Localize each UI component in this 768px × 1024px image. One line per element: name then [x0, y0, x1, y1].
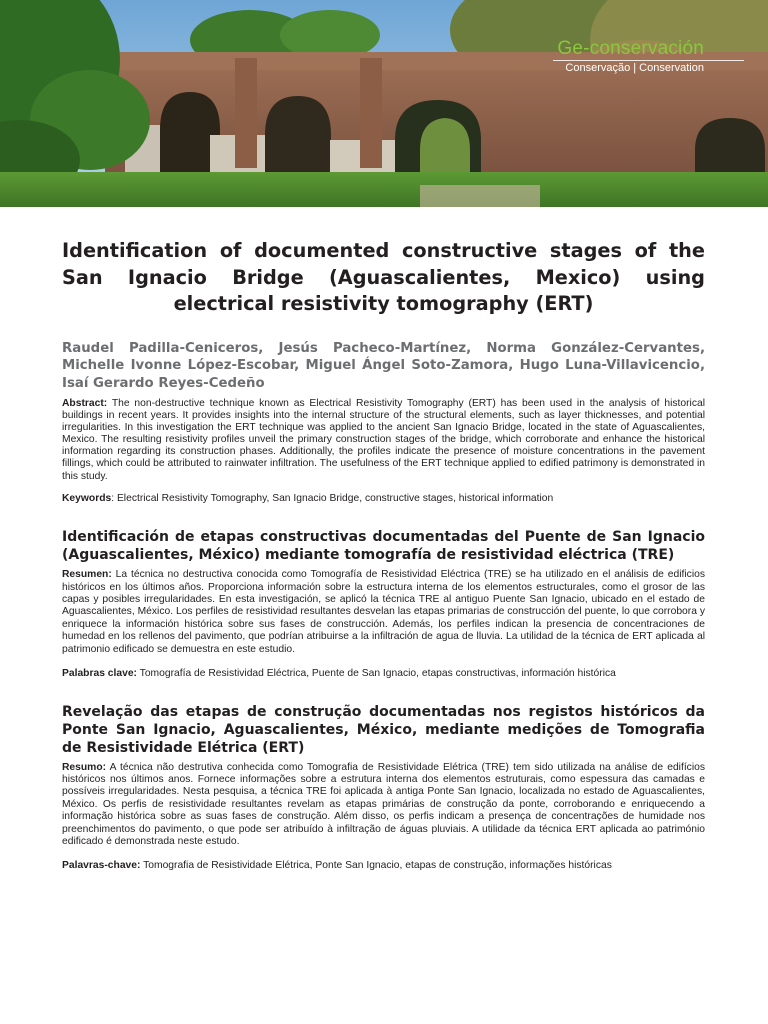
abstract-pt-label: Resumo:	[62, 761, 107, 773]
grass	[0, 172, 768, 207]
keywords-en-text: : Electrical Resistivity Tomography, San Ignacio Bridge, constructive stages, historical information	[111, 492, 554, 504]
title-es: Identificación de etapas constructivas documentadas del Puente de San Ignacio (Aguascalientes, México) mediante tomografía de resistividad eléctrica (TRE)	[62, 529, 705, 564]
article-title: Identification of documented constructive stages of the San Ignacio Bridge (Aguascalientes, Mexico) using electrical resistivity tomography (ERT)	[62, 239, 705, 315]
abstract-es-text: La técnica no destructiva conocida como Tomografía de Resistividad Eléctrica (TRE) se ha utilizado en el análisis de edificios históricos en los últimos años. Proporciona información sobre la estructura interna de los elementos estructurales, como el grosor de las capas y posibles irregularidades. En esta investigación, se aplicó la técnica TRE al antiguo Puente San Ignacio, ubicado en el estado de Aguascalientes, México. Los perfiles de resistividad resultantes desvelan las etapas primarias de construcción del puente, lo que corrobora y enriquece la información histórica sobre sus fases de construcción. Además, los perfiles indican la presencia de concentraciones de humedad en los rellenos del pavimento, que podrían atribuirse a la infiltración de agua de lluvia. La utilidad de la técnica de ERT aplicada al patrimonio edificado se demuestra en este estudio.	[62, 569, 705, 655]
keywords-pt-label: Palavras-chave:	[62, 860, 141, 872]
masthead-rule	[553, 60, 744, 61]
bridge-photo	[0, 0, 768, 207]
title-pt: Revelação das etapas de construção documentadas nos registos históricos da Ponte San Ignacio, Aguascalientes, México, mediante medições de Tomografia de Resistividade Elétrica (ERT)	[62, 703, 705, 756]
keywords-es-text: Tomografía de Resistividad Eléctrica, Puente de San Ignacio, etapas constructivas, información histórica	[137, 668, 616, 679]
keywords-pt-text: Tomografia de Resistividade Elétrica, Ponte San Ignacio, etapas de construção, informações históricas	[140, 860, 612, 872]
keywords-es	[62, 668, 705, 681]
journal-masthead	[557, 38, 704, 75]
abstract-en-text: The non-destructive technique known as Electrical Resistivity Tomography (ERT) has been used in the analysis of historical buildings in recent years. It provides insights into the internal structure of the structural elements, such as layer thicknesses, and potential irregularities. In this investigation the ERT technique was applied to the ancient San Ignacio Bridge, located in the state of Aguascalientes, Mexico. The resulting resistivity profiles unveil the primary construction stages of the bridge, which corroborate and enhance the historical information regarding its construction phases. Additionally, the profiles indicate the presence of moisture concentrations in the pavement fillings, which could be attributed to rainwater infiltration. The usefulness of the ERT technique applied to edified patrimony is demonstrated in this study.	[62, 398, 705, 482]
keywords-es-label: Palabras clave:	[62, 668, 137, 679]
article-front-matter	[62, 238, 705, 873]
abstract-en-label: Abstract:	[62, 398, 108, 409]
keywords-en-label: Keywords	[62, 492, 112, 504]
abstract-es-label: Resumen:	[62, 569, 112, 581]
abstract-es	[62, 569, 705, 656]
author-list: Raudel Padilla-Ceniceros, Jesús Pacheco-Martínez, Norma González-Cervantes, Michelle Ivonne López-Escobar, Miguel Ángel Soto-Zamora, Hugo Luna-Villavicencio, Isaí Gerardo Reyes-Cedeño	[62, 340, 705, 391]
abstract-en	[62, 398, 705, 483]
keywords-pt	[62, 860, 705, 873]
journal-name: Ge-conservación	[557, 38, 704, 59]
abstract-pt-text: A técnica não destrutiva conhecida como Tomografia de Resistividade Elétrica (TRE) tem sido utilizada na análise de edifícios históricos nos últimos anos. Fornece informações sobre a estrutura interna dos elementos estruturais, como espessura das camadas e possíveis irregularidades. Nesta pesquisa, a técnica TRE foi aplicada à antiga Ponte San Ignacio, localizada no estado de Aguascalientes, México. Os perfis de resistividade resultantes revelam as etapas primárias de construção da ponte, corroborando e enriquecendo a informação histórica sobre as suas fases de construção. Além disso, os perfis indicam a presença de concentrações de humidade nos preenchimentos do pavimento, o que pode ser atribuído à infiltração de águas pluviais. A utilidade da técnica ERT aplicada ao património edificado é demonstrada neste estudo.	[62, 761, 705, 847]
journal-subtitle: Conservação | Conservation	[565, 62, 704, 74]
abstract-pt	[62, 762, 705, 849]
header-banner	[0, 0, 768, 207]
keywords-en	[62, 493, 705, 506]
